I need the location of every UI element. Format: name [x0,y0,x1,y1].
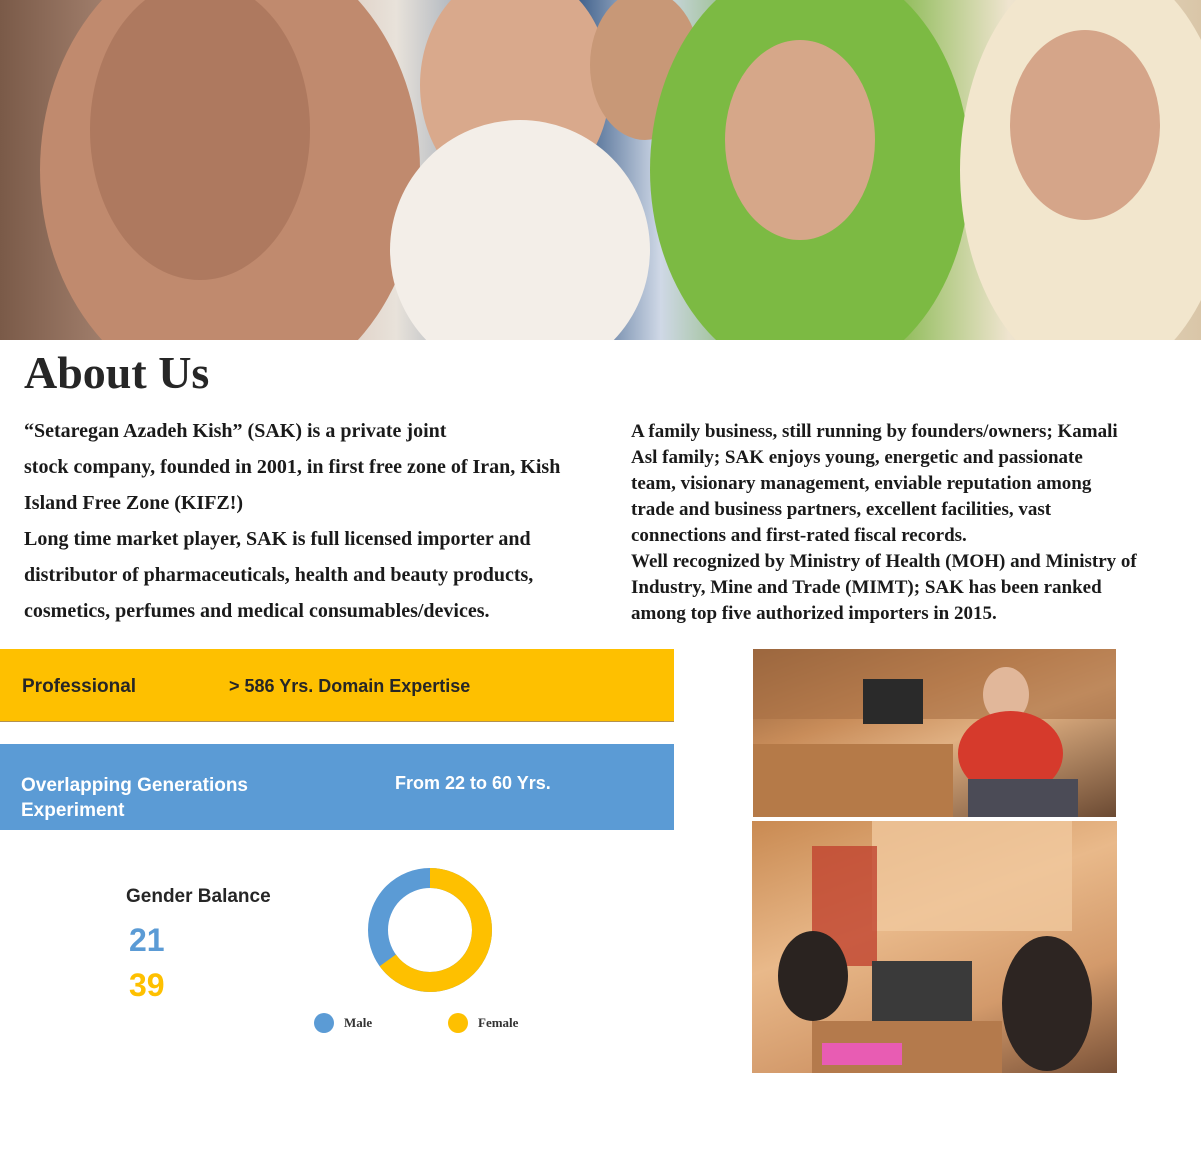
legend-male-label: Male [344,1015,373,1030]
female-count: 39 [129,967,165,1003]
intro-right-line: Asl family; SAK enjoys young, energetic and passionate [631,447,1083,468]
intro-left-column [24,413,619,629]
page-title: About Us [24,347,210,398]
intro-right-line: Well recognized by Ministry of Health (MOH) and Ministry of [631,551,1137,572]
legend-female-swatch [448,1013,468,1033]
hero-photo [0,0,1201,340]
intro-left-line: Island Free Zone (KIFZ!) [24,492,244,514]
intro-right-column [631,419,1196,627]
intro-left-line: distributor of pharmaceuticals, health and beauty products, [24,564,534,586]
intro-right-line: trade and business partners, excellent facilities, vast [631,499,1052,520]
intro-right-line: among top five authorized importers in 2015. [631,603,997,624]
legend-male-swatch [314,1013,334,1033]
intro-left-line: Long time market player, SAK is full licensed importer and [24,528,531,550]
generations-label: Overlapping Generations Experiment [21,775,248,821]
intro-right-line: connections and first-rated fiscal records. [631,525,967,546]
intro-right-line: team, visionary management, enviable reputation among [631,473,1092,494]
office-photo-staff [752,821,1117,1073]
generations-value: From 22 to 60 Yrs. [395,773,551,793]
intro-right-line: A family business, still running by founders/owners; Kamali [631,421,1118,442]
male-count: 21 [129,922,165,958]
generations-banner [0,744,674,830]
professional-value: > 586 Yrs. Domain Expertise [229,676,471,696]
gender-donut-chart [362,862,498,998]
intro-right-line: Industry, Mine and Trade (MIMT); SAK has been ranked [631,577,1102,598]
professional-banner [0,649,674,722]
intro-left-line: “Setaregan Azadeh Kish” (SAK) is a private joint [24,420,447,442]
legend-female-label: Female [478,1015,519,1030]
intro-left-line: stock company, founded in 2001, in first free zone of Iran, Kish [24,456,561,478]
office-photo-manager [753,649,1116,817]
gender-balance-title: Gender Balance [126,886,271,907]
professional-label: Professional [22,676,137,697]
intro-left-line: cosmetics, perfumes and medical consumables/devices. [24,600,490,622]
